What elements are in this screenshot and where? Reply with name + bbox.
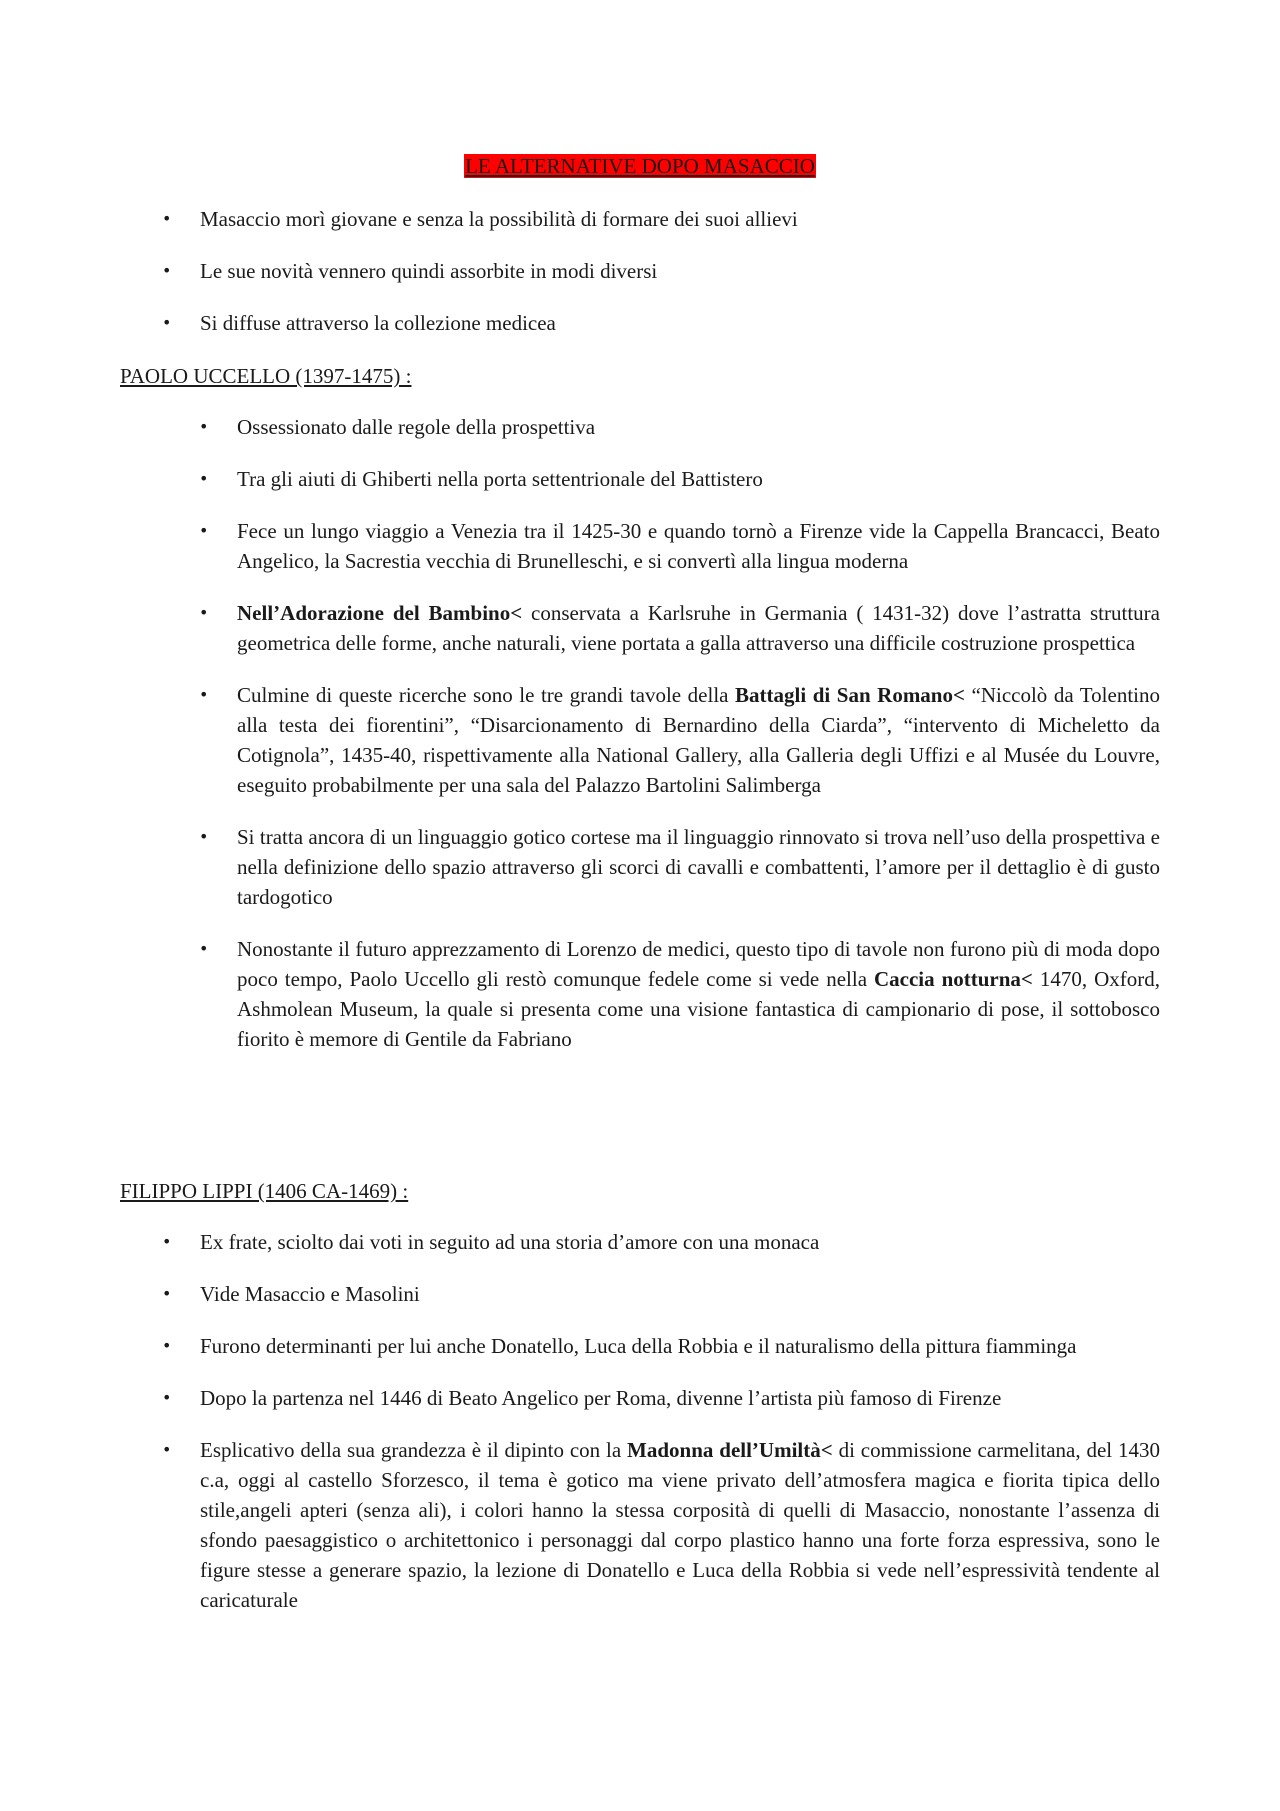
bullet-icon: • xyxy=(162,1440,172,1459)
list-item: • Fece un lungo viaggio a Venezia tra il 1425-30 e quando tornò a Firenze vide la Cappella Brancacci, Beato Angelico, la Sacrestia vecchia di Brunelleschi, e si convertì alla lingua moderna xyxy=(237,516,1160,576)
title-container xyxy=(0,152,1280,180)
list-item: • Le sue novità vennero quindi assorbite in modi diversi xyxy=(200,256,1160,286)
artwork-title: Nell’Adorazione del Bambino< xyxy=(237,601,523,625)
bullet-icon: • xyxy=(199,469,209,488)
bullet-icon: • xyxy=(162,209,172,228)
section-heading-uccello: PAOLO UCCELLO (1397-1475) : xyxy=(120,364,412,388)
section-heading-lippi: FILIPPO LIPPI (1406 CA-1469) : xyxy=(120,1179,409,1203)
artwork-title: Madonna dell’Umiltà< xyxy=(627,1438,833,1462)
list-item: • Esplicativo della sua grandezza è il dipinto con la Madonna dell’Umiltà< di commissione carmelitana, del 1430 c.a, oggi al castello Sforzesco, il tema è gotico ma viene privato dell’atmosfera magica e fiorita tipica dello stile,angeli apteri (senza ali), i colori hanno la stessa corposità di quelli di Masaccio, nonostante l’assenza di sfondo paesaggistico o architettonico i personaggi dal corpo plastico hanno una forte forza espressiva, sono le figure stesse a generare spazio, la lezione di Donatello e Luca della Robbia si vede nell’espressività tendente al caricaturale xyxy=(200,1435,1160,1615)
list-item: • Dopo la partenza nel 1446 di Beato Angelico per Roma, divenne l’artista più famoso di Firenze xyxy=(200,1383,1160,1413)
page-title: LE ALTERNATIVE DOPO MASACCIO xyxy=(465,154,815,178)
list-item: • Si diffuse attraverso la collezione medicea xyxy=(200,308,1160,338)
bullet-icon: • xyxy=(199,939,209,958)
artwork-title: Battagli di San Romano< xyxy=(735,683,965,707)
list-item: • Ossessionato dalle regole della prospettiva xyxy=(237,412,1160,442)
bullet-icon: • xyxy=(162,1388,172,1407)
list-item: • Vide Masaccio e Masolini xyxy=(200,1279,1160,1309)
list-item: • Masaccio morì giovane e senza la possibilità di formare dei suoi allievi xyxy=(200,204,1160,234)
lippi-list xyxy=(162,1227,1160,1637)
bullet-icon: • xyxy=(199,417,209,436)
list-item: • Si tratta ancora di un linguaggio gotico cortese ma il linguaggio rinnovato si trova nell’uso della prospettiva e nella definizione dello spazio attraverso gli scorci di cavalli e combattenti, l’amore per il dettaglio è di gusto tardogotico xyxy=(237,822,1160,912)
bullet-icon: • xyxy=(162,1232,172,1251)
bullet-icon: • xyxy=(199,827,209,846)
intro-list xyxy=(162,204,1160,360)
bullet-icon: • xyxy=(162,1336,172,1355)
list-item: • Furono determinanti per lui anche Donatello, Luca della Robbia e il naturalismo della pittura fiamminga xyxy=(200,1331,1160,1361)
list-item: • Ex frate, sciolto dai voti in seguito ad una storia d’amore con una monaca xyxy=(200,1227,1160,1257)
list-item: • Tra gli aiuti di Ghiberti nella porta settentrionale del Battistero xyxy=(237,464,1160,494)
list-item: • Culmine di queste ricerche sono le tre grandi tavole della Battagli di San Romano< “Niccolò da Tolentino alla testa dei fiorentini”, “Disarcionamento di Bernardino della Ciarda”, “intervento di Micheletto da Cotignola”, 1435-40, rispettivamente alla National Gallery, alla Galleria degli Uffizi e al Musée du Louvre, eseguito probabilmente per una sala del Palazzo Bartolini Salimberga xyxy=(237,680,1160,800)
bullet-icon: • xyxy=(162,313,172,332)
list-item: • Nell’Adorazione del Bambino< conservata a Karlsruhe in Germania ( 1431-32) dove l’astratta struttura geometrica delle forme, anche naturali, viene portata a galla attraverso una difficile costruzione prospettica xyxy=(237,598,1160,658)
bullet-icon: • xyxy=(199,603,209,622)
uccello-list xyxy=(199,412,1160,1076)
bullet-icon: • xyxy=(162,261,172,280)
bullet-icon: • xyxy=(162,1284,172,1303)
artwork-title: Caccia notturna< xyxy=(873,967,1033,991)
list-item: • Nonostante il futuro apprezzamento di Lorenzo de medici, questo tipo di tavole non furono più di moda dopo poco tempo, Paolo Uccello gli restò comunque fedele come si vede nella Caccia notturna< 1470, Oxford, Ashmolean Museum, la quale si presenta come una visione fantastica di campionario di pose, il sottobosco fiorito è memore di Gentile da Fabriano xyxy=(237,934,1160,1054)
bullet-icon: • xyxy=(199,521,209,540)
bullet-icon: • xyxy=(199,685,209,704)
